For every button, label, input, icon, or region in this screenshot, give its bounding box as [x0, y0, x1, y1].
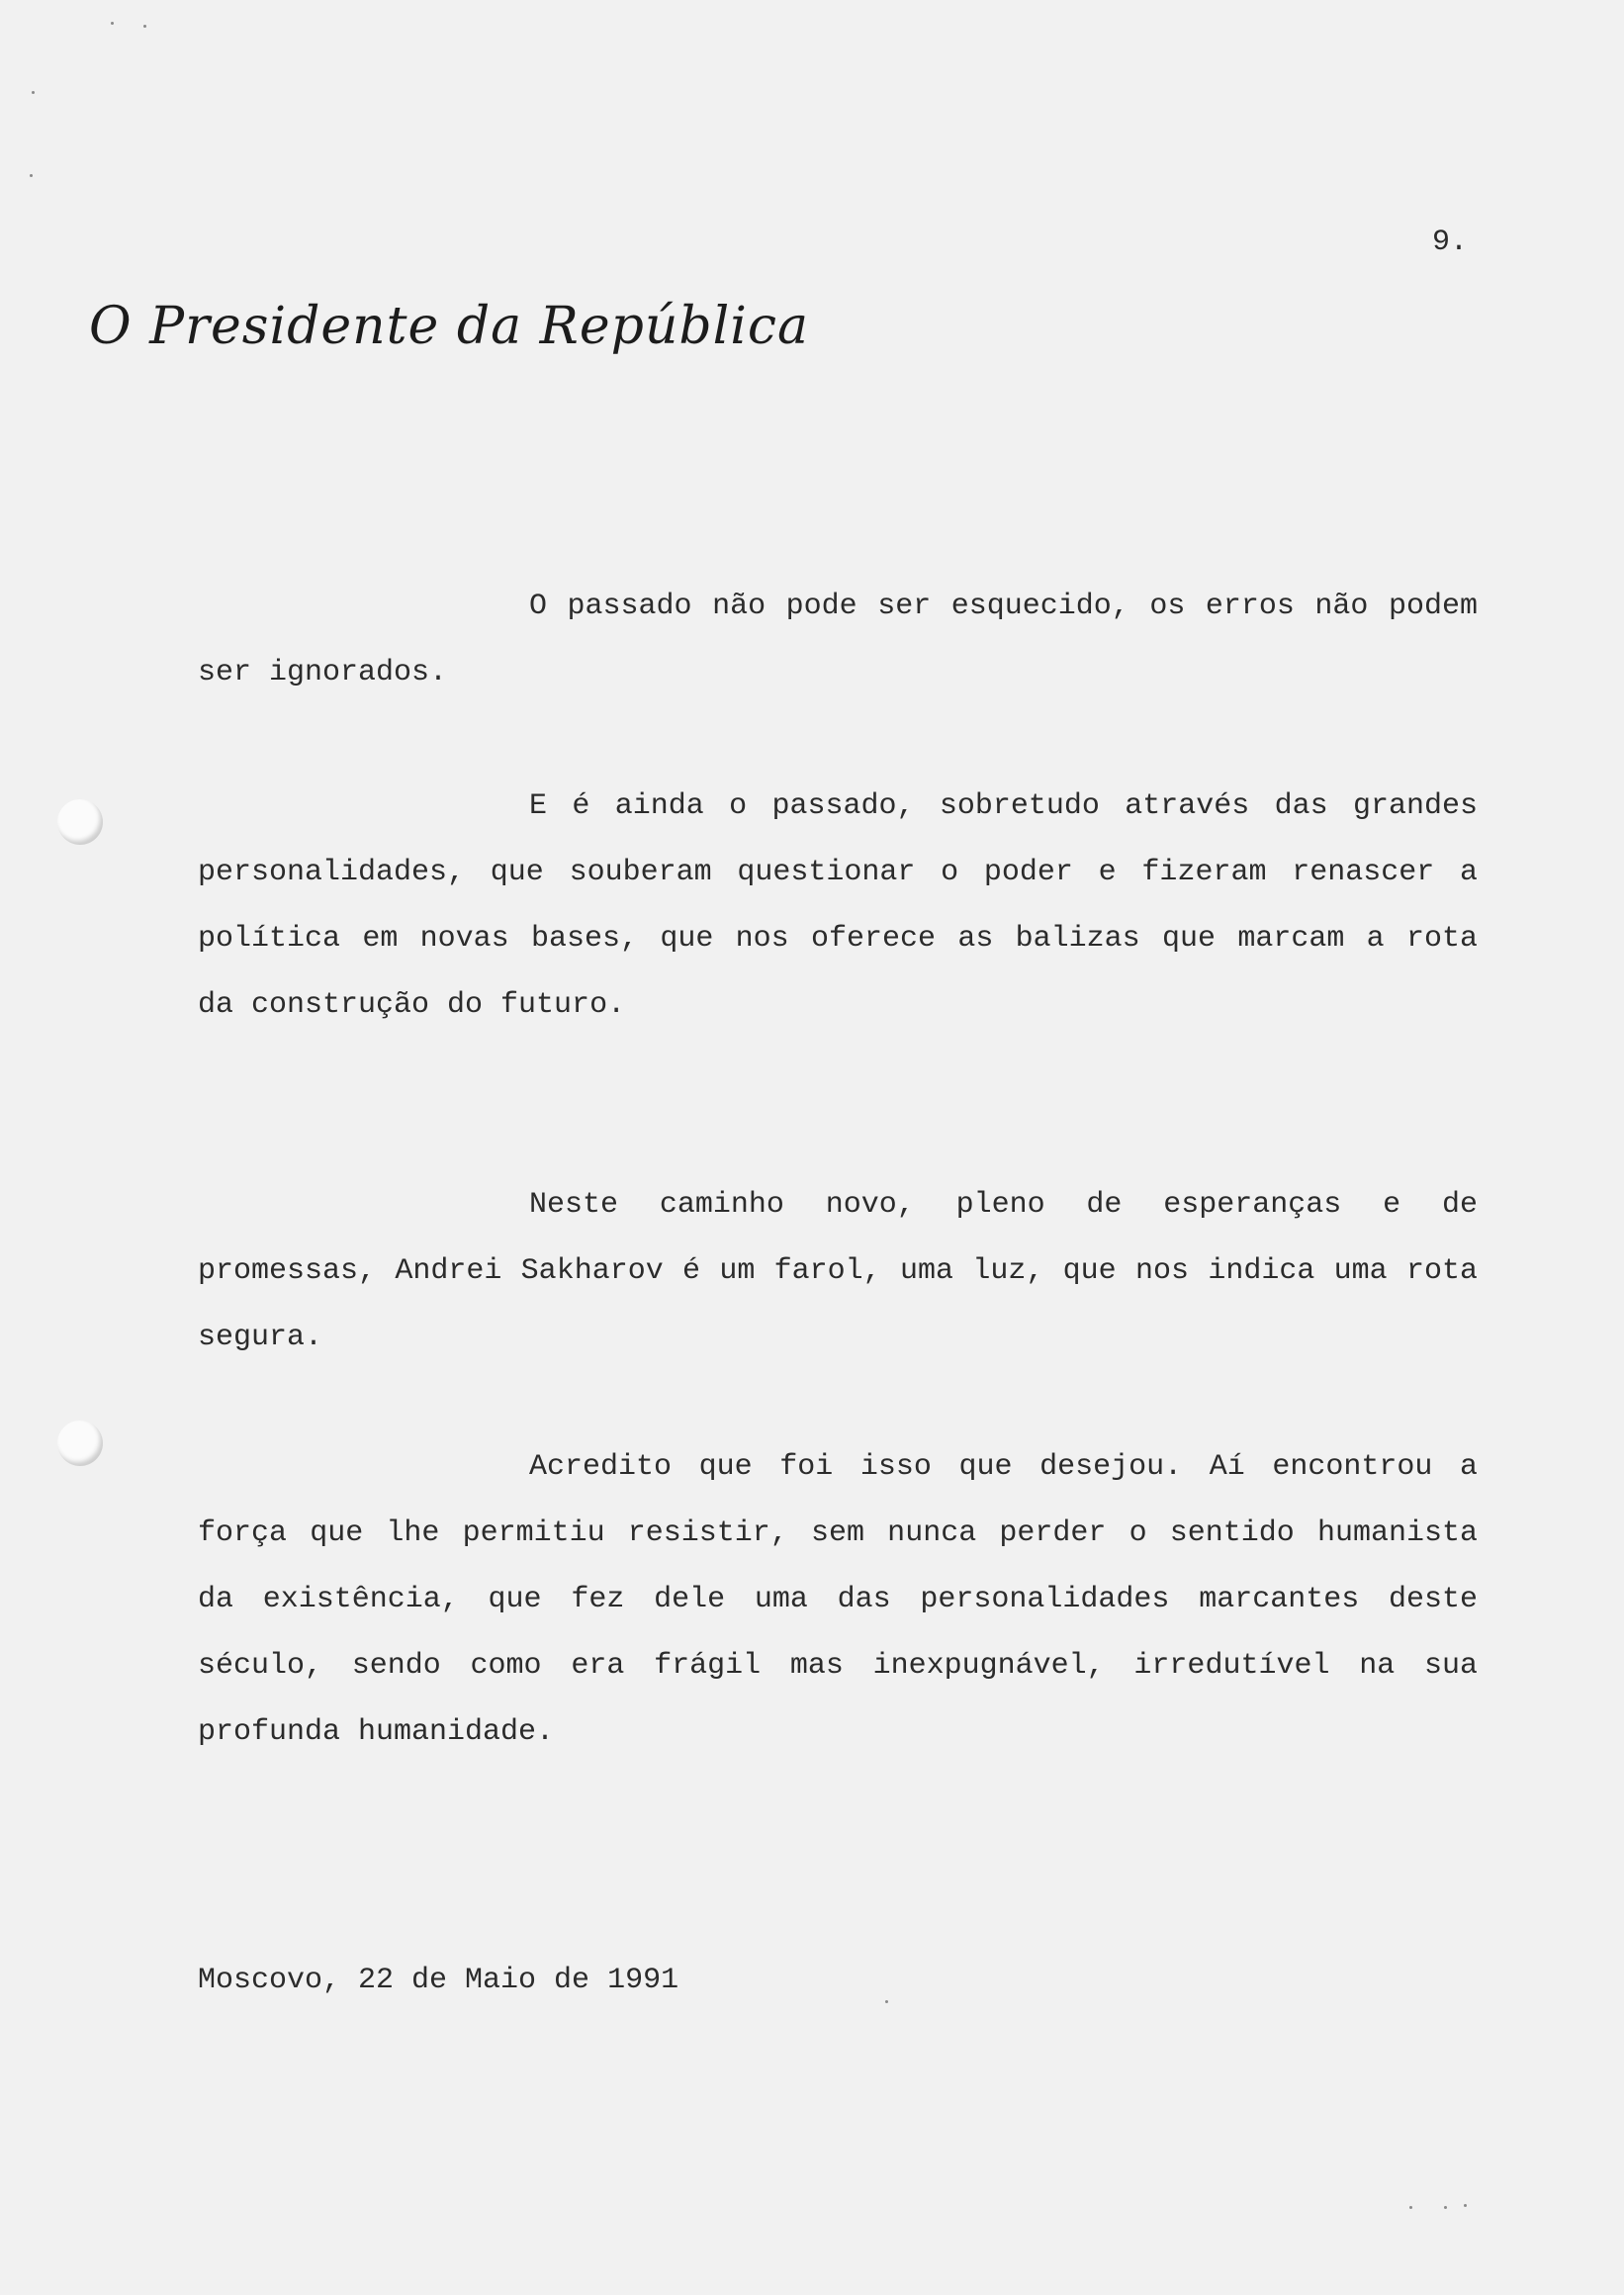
paper-speck — [143, 25, 146, 28]
place-and-date: Moscovo, 22 de Maio de 1991 — [198, 1964, 679, 1997]
page-number: 9. — [1432, 226, 1469, 259]
paragraph: Neste caminho novo, pleno de esperanças e de promessas, Andrei Sakharov é um farol, uma luz, que nos indica uma rota segura. — [198, 1188, 1478, 1354]
paper-speck — [32, 91, 35, 94]
paper-speck — [30, 174, 33, 177]
paper-speck — [885, 2000, 888, 2003]
paper-speck — [1464, 2204, 1467, 2207]
punch-hole — [57, 1421, 103, 1466]
paper-speck — [1444, 2206, 1447, 2209]
paragraph: O passado não pode ser esquecido, os erros não podem ser ignorados. — [198, 590, 1478, 689]
letterhead: O Presidente da República — [89, 297, 810, 356]
paragraph: Acredito que foi isso que desejou. Aí encontrou a força que lhe permitiu resistir, sem nunca perder o sentido humanista da existência, que fez dele uma das personalidades marcantes deste século, sendo como era frágil mas inexpugnável, irredutível na sua profunda humanidade. — [198, 1450, 1478, 1749]
paper-speck — [1409, 2206, 1412, 2209]
punch-hole — [57, 799, 103, 845]
paragraph: E é ainda o passado, sobretudo através das grandes personalidades, que souberam questionar o poder e fizeram renascer a política em novas bases, que nos oferece as balizas que marcam a rota da construção do futuro. — [198, 789, 1478, 1022]
paper-speck — [111, 22, 114, 25]
